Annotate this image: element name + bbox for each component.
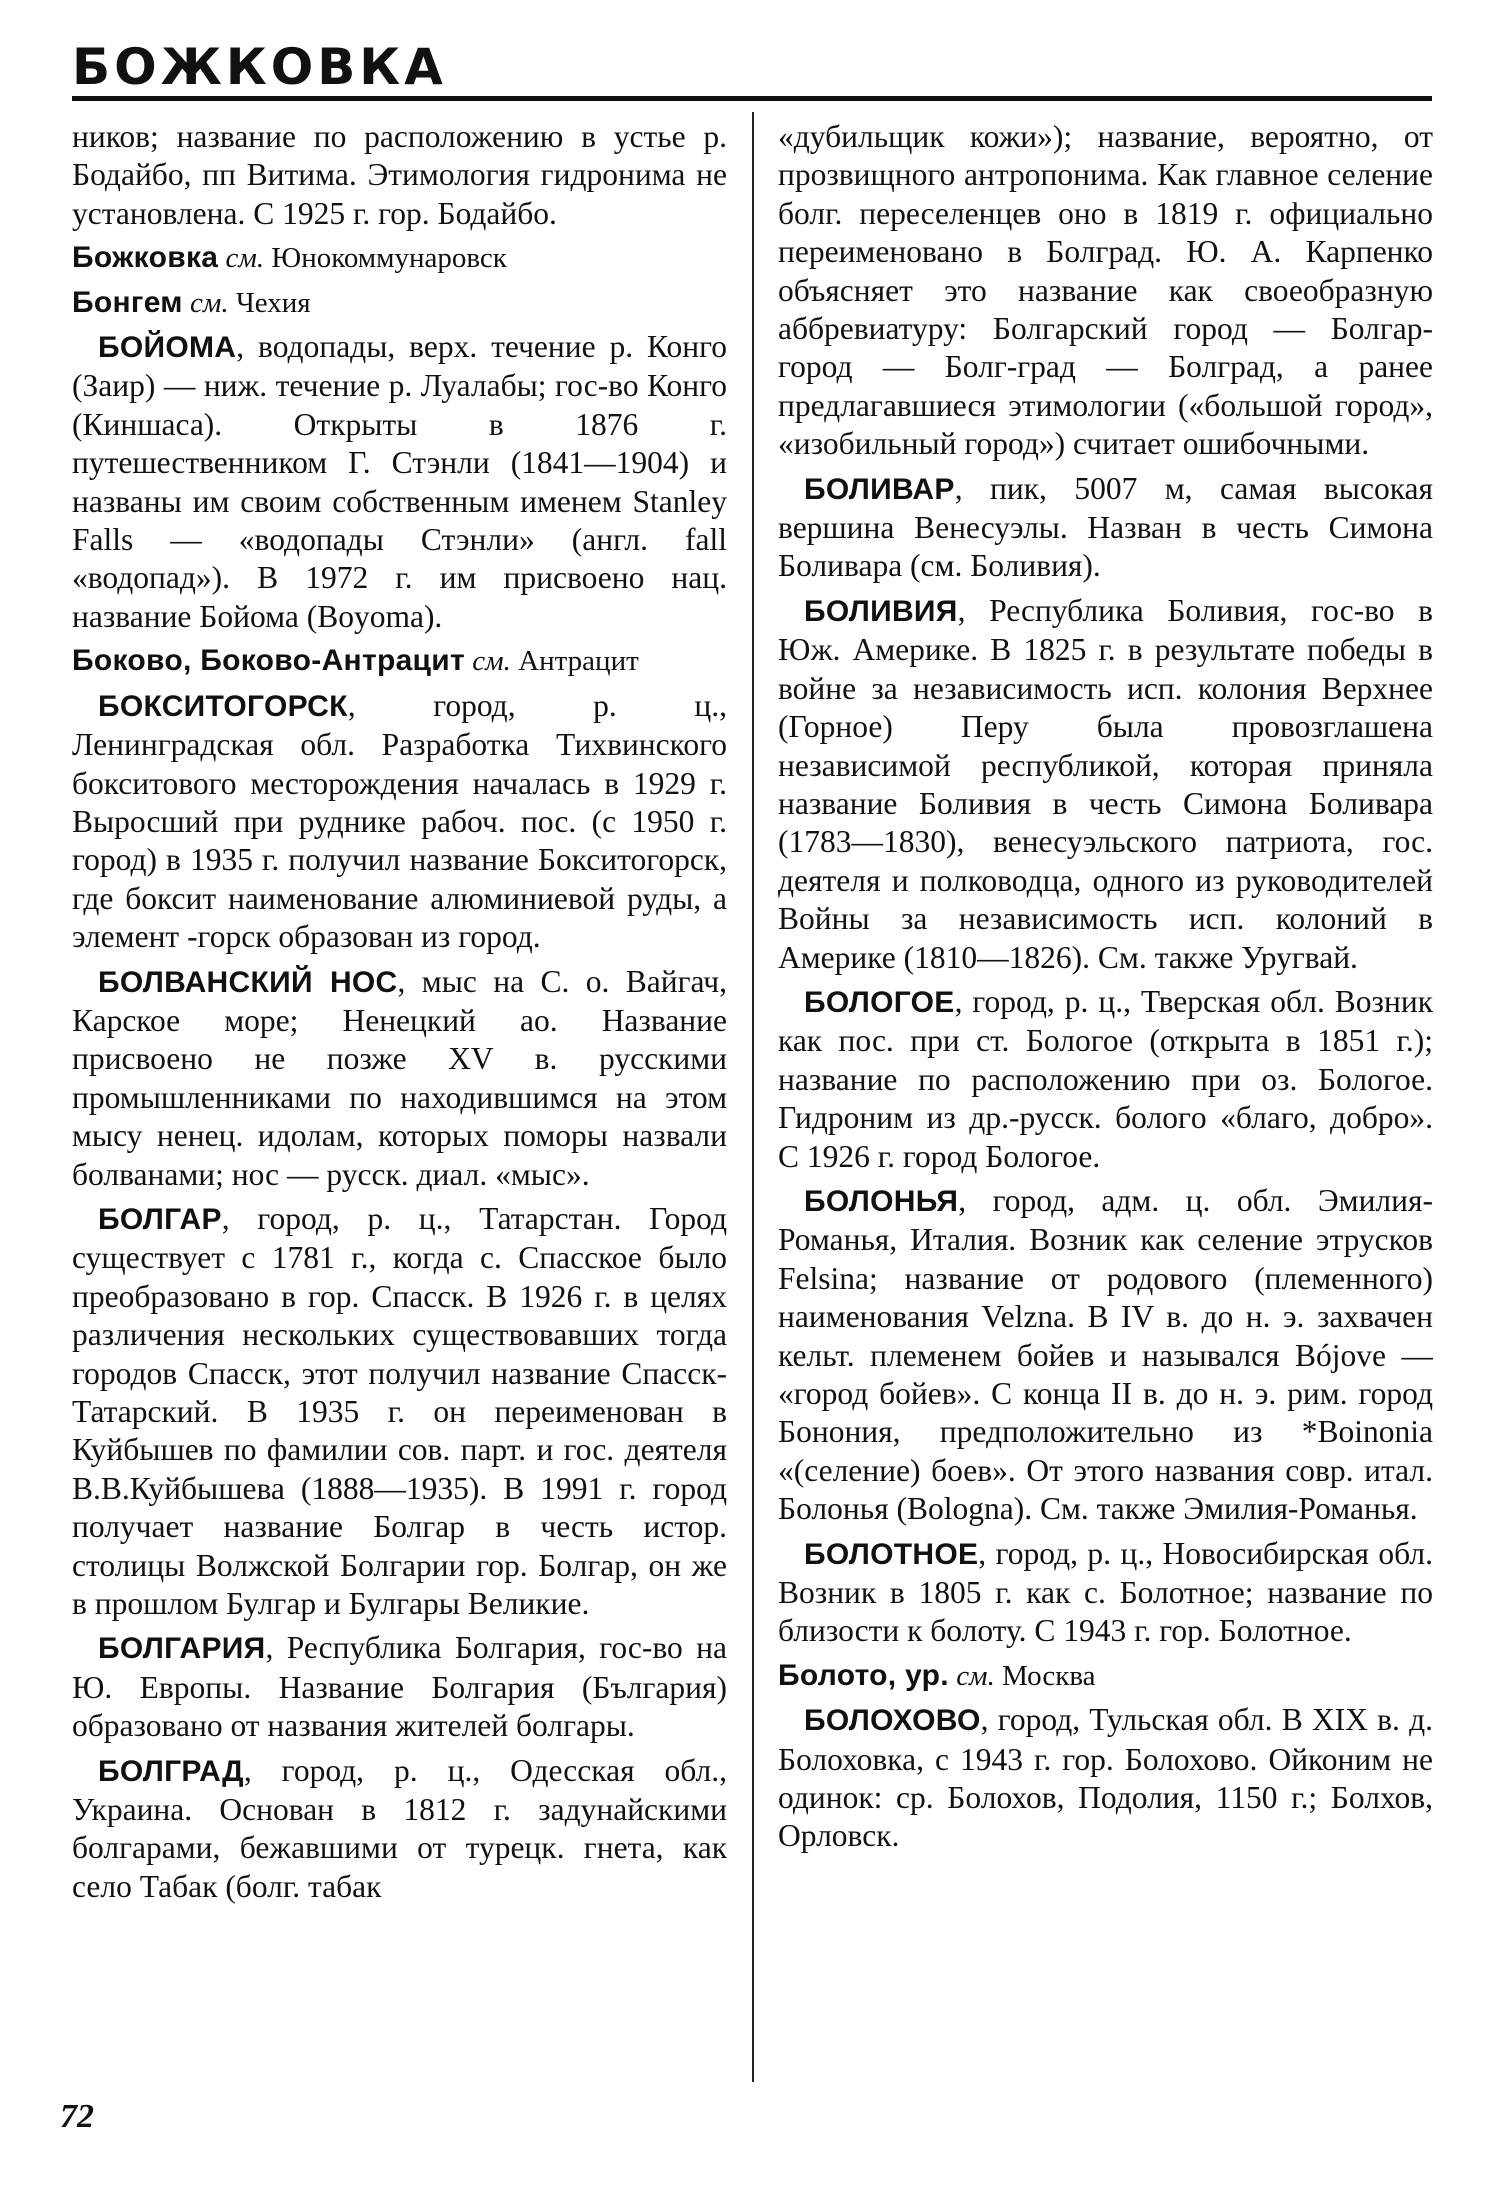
entry-body: , город, р. ц., Татарстан. Город существует с 1781 г., когда с. Спасское было преобразовано в гор. Спасск. В 1926 г. в целях различения нескольких существовавших тогда городов Спасск, этот получил название Спасск-Татарский. В 1935 г. он переименован в Куйбышев по фамилии сов. парт. и гос. деятеля В.В.Куйбышева (1888—1935). В 1991 г. город получает название Болгар в честь истор. столицы Волжской Болгарии гор. Болгар, он же в прошлом Булгар и Булгары Великие. (72, 1200, 727, 1622)
cross-reference-entry (72, 239, 727, 277)
entry-headword: БОЛОХОВО (804, 1704, 981, 1738)
entry-body: , Республика Боливия, гос-во в Юж. Америке. В 1825 г. в результате победы в войне за независимость исп. колония Верхнее (Горное) Перу была провозглашена независимой республикой, которая приняла название Боливия в честь Симона Боливара (1783—1830), венесуэльского патриота, гос. деятеля и полководца, одного из руководителей Войны за независимость исп. колоний в Америке (1810—1826). См. также Уругвай. (778, 592, 1433, 975)
header-rule (72, 96, 1432, 101)
dictionary-entry (72, 1200, 727, 1623)
dictionary-entry (72, 328, 727, 636)
entry-body: , мыс на С. о. Вайгач, Карское море; Ненецкий ао. Название присвоено не позже XV в. русскими промышленниками по находившимся на этом мысу ненец. идолам, которых поморы назвали болванами; нос — русск. диал. «мыс». (72, 963, 727, 1192)
entry-body: , город, р. ц., Новосибирская обл. Возник в 1805 г. как с. Болотное; название по близости к болоту. С 1943 г. гор. Болотное. (778, 1535, 1433, 1649)
entry-headword: Боково, Боково-Антрацит (72, 644, 466, 678)
dictionary-entry (72, 1752, 727, 1907)
page-number: 72 (60, 2098, 94, 2135)
see-marker: см. (190, 286, 229, 319)
entry-headword: БОЛОГОЕ (804, 985, 955, 1019)
entry-body: , водопады, верх. течение р. Конго (Заир) — ниж. течение р. Луалабы; гос-во Конго (Киншаса). Открыты в 1876 г. путешественником Г. Стэнли (1841—1904) и названы им своим собственным именем Stanley Falls — «водопады Стэнли» (англ. fall «водопад»). В 1972 г. им присвоено нац. название Бойома (Boyoma). (72, 329, 727, 634)
see-marker: см. (472, 645, 511, 678)
running-head: БОЖКОВКА (72, 38, 447, 96)
entry-headword: БОЛИВАР (804, 472, 955, 506)
cross-reference-entry (72, 284, 727, 322)
cross-reference-target: Юнокоммунаровск (271, 242, 507, 275)
entry-headword: БОЛОТНОЕ (804, 1537, 979, 1571)
cross-reference-target: Чехия (235, 286, 311, 319)
dictionary-entry (778, 1701, 1433, 1856)
entry-continuation: ников; название по расположению в устье р. Бодайбо, пп Витима. Этимология гидронима не установлена. С 1925 г. гор. Бодайбо. (72, 119, 727, 231)
entry-headword: БОЛГРАД (98, 1754, 244, 1788)
entry-headword: БОЛВАНСКИЙ НОС (98, 965, 398, 999)
dictionary-entry (778, 1182, 1433, 1529)
entry-body: , город, Тульская обл. В XIX в. д. Болоховка, с 1943 г. гор. Болохово. Ойконим не одинок: ср. Болохов, Подолия, 1150 г.; Болхов, Орловск. (778, 1702, 1433, 1854)
cross-reference-target: Москва (1002, 1659, 1096, 1692)
entry-body: , город, р. ц., Ленинградская обл. Разработка Тихвинского бокситового месторождения началась в 1929 г. Выросший при руднике рабоч. пос. (с 1950 г. город) в 1935 г. получил название Бокситогорск, где боксит наименование алюминиевой руды, а элемент -горск образован из город. (72, 687, 727, 955)
cross-reference-entry (72, 642, 727, 680)
see-marker: см. (225, 242, 265, 275)
entry-headword: БОЛГАР (98, 1202, 222, 1236)
entry-headword: БОЛГАРИЯ (98, 1632, 266, 1666)
entry-body: , город, адм. ц. обл. Эмилия-Романья, Италия. Возник как селение этрусков Felsina; название от родового (племенного) наименования Velzna. В IV в. до н. э. захвачен кельт. племенем бойев и назывался Bójove — «город бойев». С конца II в. до н. э. рим. город Бонония, предположительно из *Boinonia «(селение) боев». От этого названия совр. итал. Болонья (Bologna). См. также Эмилия-Романья. (778, 1182, 1433, 1527)
dictionary-entry (778, 592, 1433, 977)
dictionary-entry (778, 1535, 1433, 1651)
entry-continuation: «дубильщик кожи»); название, вероятно, от прозвищного антропонима. Как главное селение болг. переселенцев оно в 1819 г. официально переименовано в Болград. Ю. А. Карпенко объясняет это название как своеобразную аббревиатуру: Болгарский город — Болгар-город — Болг-град — Болград, а ранее предлагавшиеся этимологии («большой город», «изобильный город») считает ошибочными. (778, 119, 1433, 462)
see-marker: см. (956, 1659, 995, 1692)
entry-headword: БОЛИВИЯ (804, 594, 958, 628)
entry-headword: Бонгем (72, 285, 183, 319)
dictionary-entry (778, 983, 1433, 1176)
entry-body: , город, р. ц., Тверская обл. Возник как пос. при ст. Бологое (открыта в 1851 г.); название по расположению при оз. Бологое. Гидроним из др.-русск. бологo «благо, добро». С 1926 г. город Бологое. (778, 983, 1433, 1174)
entry-body: , Республика Болгария, гос-во на Ю. Европы. Название Болгария (България) образовано от названия жителей болгары. (72, 1630, 727, 1744)
entry-body: , пик, 5007 м, самая высокая вершина Венесуэлы. Назван в честь Симона Боливара (см. Боливия). (778, 470, 1433, 584)
entry-headword: Болото, ур. (778, 1658, 949, 1692)
cross-reference-target: Антрацит (518, 645, 639, 678)
entry-body: , город, р. ц., Одесская обл., Украина. Основан в 1812 г. задунайскими болгарами, бежавшими от турецк. гнета, как село Табак (болг. табак (72, 1752, 727, 1904)
dictionary-entry (72, 963, 727, 1194)
entry-headword: БОЛОНЬЯ (804, 1184, 959, 1218)
dictionary-entry (72, 687, 727, 957)
dictionary-entry (72, 1629, 727, 1745)
left-column (72, 118, 727, 2078)
cross-reference-entry (778, 1657, 1433, 1695)
entry-headword: БОКСИТОГОРСК (98, 689, 348, 723)
entry-headword: БОЙОМА (98, 331, 237, 365)
entry-headword: Божковка (72, 241, 219, 275)
column-divider (752, 112, 754, 2082)
right-column (778, 118, 1433, 2078)
dictionary-entry (778, 470, 1433, 586)
